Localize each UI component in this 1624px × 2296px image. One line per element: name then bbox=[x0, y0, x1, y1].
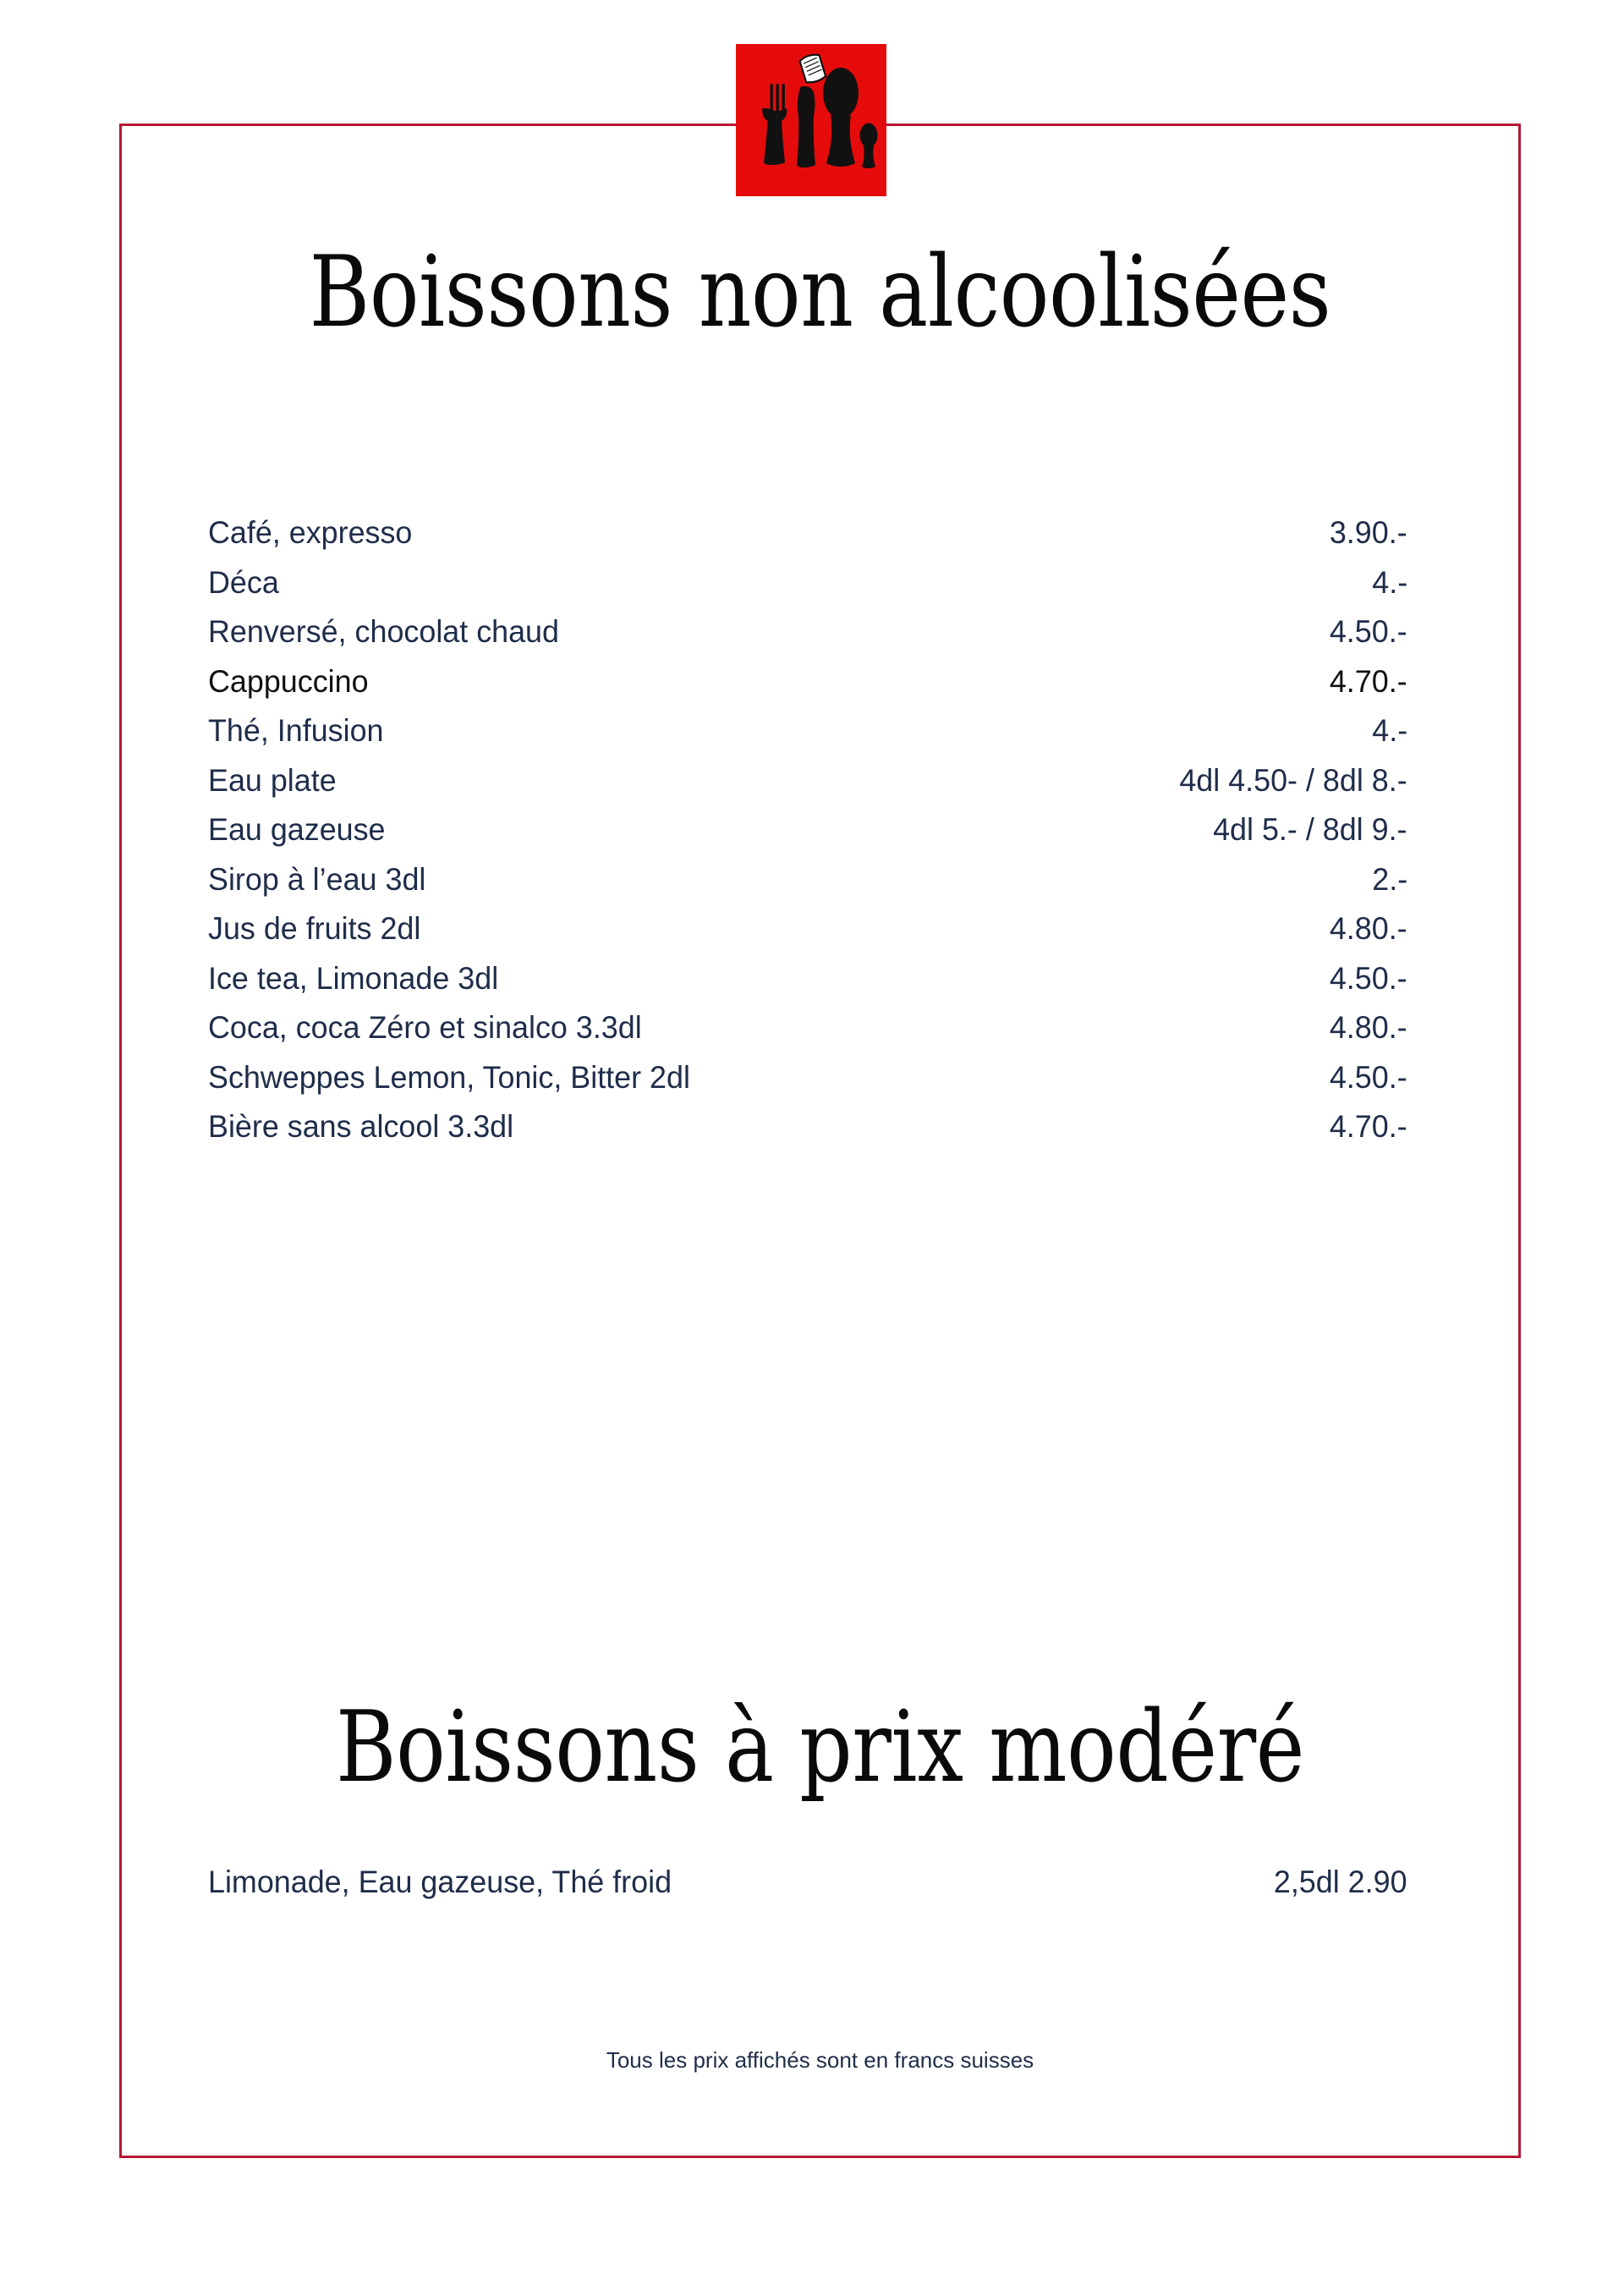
item-price: 4dl 4.50- / 8dl 8.- bbox=[1179, 762, 1407, 798]
item-name: Déca bbox=[208, 564, 279, 600]
item-price: 4.50.- bbox=[1330, 1059, 1407, 1095]
item-price: 4dl 5.- / 8dl 9.- bbox=[1213, 812, 1407, 847]
section-title-boissons-a-prix-modere: Boissons à prix modéré bbox=[335, 1690, 1305, 1804]
item-price: 4.50.- bbox=[1330, 960, 1407, 996]
menu-row bbox=[208, 657, 1407, 707]
menu-row bbox=[208, 607, 1407, 657]
menu-list-boissons-a-prix-modere bbox=[208, 1858, 1407, 1908]
item-price: 2,5dl 2.90 bbox=[1274, 1865, 1407, 1899]
item-name: Thé, Infusion bbox=[208, 713, 384, 748]
item-price: 4.70.- bbox=[1330, 1109, 1407, 1144]
menu-row bbox=[208, 1858, 1407, 1908]
menu-row bbox=[208, 855, 1407, 905]
item-name: Renversé, chocolat chaud bbox=[208, 614, 559, 649]
item-name: Coca, coca Zéro et sinalco 3.3dl bbox=[208, 1010, 642, 1045]
menu-row bbox=[208, 706, 1407, 756]
menu-row bbox=[208, 558, 1407, 608]
menu-row bbox=[208, 1003, 1407, 1053]
price-currency-footnote: Tous les prix affichés sont en francs suisses bbox=[606, 2047, 1034, 2073]
item-name: Schweppes Lemon, Tonic, Bitter 2dl bbox=[208, 1059, 690, 1095]
item-price: 4.50.- bbox=[1330, 614, 1407, 649]
cutlery-logo-icon bbox=[736, 44, 886, 196]
item-name: Jus de fruits 2dl bbox=[208, 911, 421, 946]
menu-row bbox=[208, 904, 1407, 954]
item-name: Eau plate bbox=[208, 762, 337, 798]
item-price: 4.70.- bbox=[1330, 663, 1407, 699]
menu-row bbox=[208, 1053, 1407, 1103]
menu-content bbox=[119, 124, 1521, 2158]
item-price: 4.80.- bbox=[1330, 1010, 1407, 1045]
item-name: Bière sans alcool 3.3dl bbox=[208, 1109, 514, 1144]
item-name: Café, expresso bbox=[208, 515, 413, 550]
item-price: 4.80.- bbox=[1330, 911, 1407, 946]
item-price: 2.- bbox=[1372, 861, 1407, 897]
menu-row bbox=[208, 1102, 1407, 1152]
item-price: 4.- bbox=[1372, 564, 1407, 600]
menu-row bbox=[208, 756, 1407, 806]
item-name: Ice tea, Limonade 3dl bbox=[208, 960, 499, 996]
menu-row bbox=[208, 954, 1407, 1004]
menu-row bbox=[208, 805, 1407, 855]
item-name: Cappuccino bbox=[208, 663, 369, 699]
item-name: Limonade, Eau gazeuse, Thé froid bbox=[208, 1865, 672, 1899]
menu-row bbox=[208, 508, 1407, 558]
menu-list-boissons-non-alcoolisees bbox=[208, 508, 1407, 1152]
item-name: Sirop à l’eau 3dl bbox=[208, 861, 426, 897]
section-title-boissons-non-alcoolisees: Boissons non alcoolisées bbox=[309, 235, 1331, 349]
item-price: 4.- bbox=[1372, 713, 1407, 748]
item-price: 3.90.- bbox=[1330, 515, 1407, 550]
item-name: Eau gazeuse bbox=[208, 812, 386, 847]
